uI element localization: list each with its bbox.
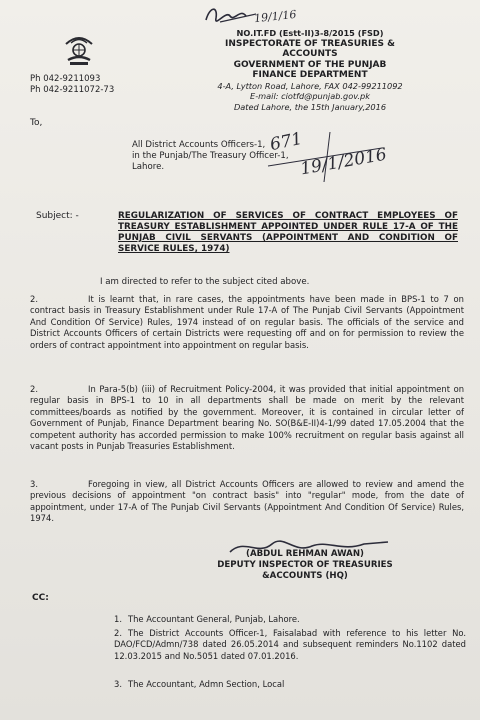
paragraph-2a (30, 294, 464, 351)
paragraph-text: It is learnt that, in rare cases, the appointments have been made in BPS-1 to 7 on contract basis in Treasury Establishment under Rule 17-A of The Punjab Civil Servants (Appointment And Condition Of Service) Rules, 1974 instead of on regular basis. The officials of the service and District Accounts Officers of certain Districts were requesting off and on for permission to review the orders of contract appointment into appointment on regular basis. (30, 294, 464, 350)
cc-item-number: 1. (114, 614, 122, 624)
office-name: INSPECTORATE OF TREASURIES & ACCOUNTS (225, 38, 395, 59)
government-name: GOVERNMENT OF THE PUNJAB (233, 59, 387, 70)
handwritten-diary-date: 19/1/2016 (298, 144, 389, 180)
intro-line: I am directed to refer to the subject cited above. (100, 277, 310, 287)
paragraph-number: 3. (30, 479, 38, 489)
to-label: To, (30, 118, 43, 128)
cc-item-2 (114, 628, 466, 662)
cc-label: CC: (32, 593, 49, 603)
cc-item-1 (114, 614, 466, 625)
paragraph-2b (30, 384, 464, 452)
handwritten-diary-number: 671 (268, 128, 305, 156)
addressee-line-1: All District Accounts Officers-1, (132, 140, 266, 150)
diary-stamp-lines (260, 128, 390, 184)
cc-item-3 (114, 679, 466, 690)
signatory-title: DEPUTY INSPECTOR OF TREASURIES (217, 560, 393, 570)
subject-text: REGULARIZATION OF SERVICES OF CONTRACT EMPLOYEES OF TREASURY ESTABLISHMENT APPOINTED UNDER RULE 17-A OF THE PUNJAB CIVIL SERVANTS (APPOINTMENT AND CONDITION OF SERVICE RULES, 1974) (118, 211, 458, 254)
cc-item-number: 2. (114, 628, 122, 638)
punjab-government-seal (62, 30, 96, 68)
office-address: 4-A, Lytton Road, Lahore, FAX 042-99211092 (217, 80, 403, 91)
signatory-title-2: &ACCOUNTS (HQ) (262, 571, 348, 581)
paragraph-text: Foregoing in view, all District Accounts Officers are allowed to review and amend the previous decisions of appointment "on contract basis" into "regular" mode, from the date of appointment, under 17-A of The Punjab Civil Servants (Appointment And Condition Of Service) Rules, 1974. (30, 479, 464, 524)
paragraph-number: 2. (30, 384, 38, 394)
cc-item-text: The District Accounts Officer-1, Faisalabad with reference to his letter No. DAO/FCD/Admn/738 dated 26.05.2014 and subsequent reminders No.1102 dated 12.03.2015 and No.5051 dated 07.01.2016. (114, 628, 466, 661)
subject-label: Subject: - (36, 211, 79, 221)
cc-item-number: 3. (114, 679, 122, 689)
paragraph-3 (30, 479, 464, 525)
paragraph-text: In Para-5(b) (iii) of Recruitment Policy-2004, it was provided that initial appointment on regular basis in BPS-1 to 10 in all departments shall be made on merit by the relevant committees/boards as notified by the government. Moreover, it is contained in circular letter of Government of Punjab, Finance Department bearing No. SO(B&E-II)4-1/99 dated 17.05.2004 that the competent authority has accorded permission to make 100% recruitment on regular basis against all vacant posts in Punjab Treasuries Establishment. (30, 384, 464, 452)
addressee-line-2: in the Punjab/The Treasury Officer-1, (132, 151, 289, 161)
department-name: FINANCE DEPARTMENT (252, 70, 368, 80)
reference-number: NO.IT.FD (Estt-II)3-8/2015 (FSD) (236, 28, 384, 38)
phone-2: Ph 042-9211072-73 (30, 85, 115, 95)
signatory-block (210, 549, 400, 582)
phone-1: Ph 042-9211093 (30, 74, 101, 84)
cc-item-text: The Accountant, Admn Section, Local (128, 679, 285, 689)
handwritten-initials-date: 19/1/16 (253, 7, 297, 26)
signatory-name: (ABDUL REHMAN AWAN) (246, 549, 364, 559)
cc-item-text: The Accountant General, Punjab, Lahore. (128, 614, 300, 624)
paragraph-number: 2. (30, 294, 38, 304)
addressee-line-3: Lahore. (132, 162, 165, 172)
office-email: E-mail: ciotfd@punjab.gov.pk (250, 91, 370, 101)
letterhead (200, 28, 420, 112)
letter-date: Dated Lahore, the 15th January,2016 (233, 101, 387, 112)
